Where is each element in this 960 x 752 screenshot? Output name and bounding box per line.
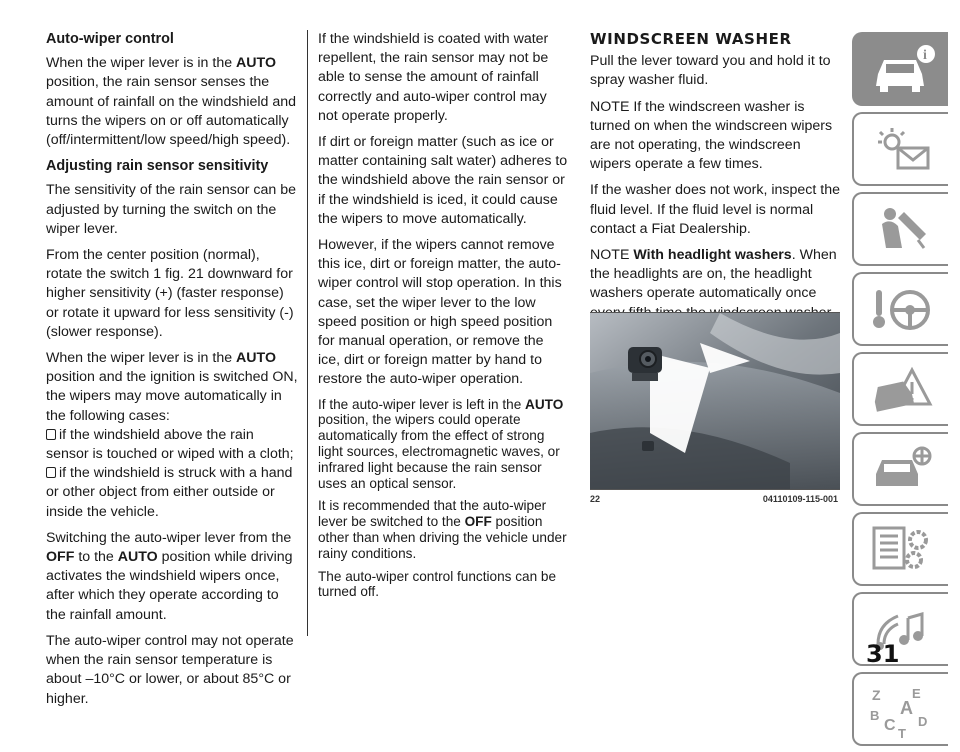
text: When the wiper lever is in the: [46, 350, 237, 367]
dashboard-lights-icon: [868, 124, 938, 174]
car-maintenance-icon: [868, 444, 938, 494]
tab-dashboard-lights[interactable]: [852, 112, 948, 186]
index-letter: C: [884, 717, 896, 734]
key-steering-icon: [868, 284, 938, 334]
text: position and the ignition is switched ON, the wipers may move automatically in the following cases:: [46, 369, 298, 424]
paragraph: The auto-wiper control may not operate when the rain sensor temperature is about –10°C or lower, or about 85°C or higher.: [46, 632, 294, 707]
index-letter: Z: [872, 687, 881, 703]
paragraph: NOTE If the windscreen washer is turned on when the windscreen wipers are not operating, the windscreen wipers operate a few times.: [590, 98, 833, 173]
left-column: [46, 30, 298, 716]
bullet-item: [46, 464, 298, 522]
paragraph: [318, 397, 568, 492]
paragraph: The auto-wiper control functions can be turned off.: [318, 568, 557, 600]
bullet-icon: [46, 429, 56, 440]
tab-technical-data[interactable]: [852, 512, 948, 586]
text: position, the rain sensor senses the amount of rainfall on the windshield and turns the wipers on or off automatically (off/intermittent/low speed/high speed).: [46, 74, 297, 149]
text: to the: [74, 549, 118, 566]
text: If the auto-wiper lever is left in the: [318, 396, 526, 412]
paragraph: If dirt or foreign matter (such as ice or matter containing salt water) adheres to the windshield above the rain sensor or if the windshield is iced, it could cause the wipers to move automatically.: [318, 134, 568, 227]
index-letter: B: [870, 708, 880, 723]
text: Switching the auto-wiper lever from the: [46, 529, 292, 546]
paragraph: The sensitivity of the rain sensor can be adjusted by turning the switch on the wiper lever.: [46, 182, 296, 237]
svg-text:i: i: [923, 48, 927, 63]
tab-car-info[interactable]: [852, 32, 948, 106]
bold-term: OFF: [46, 549, 75, 566]
bullet-text: if the windshield above the rain sensor is touched or wiped with a cloth;: [46, 426, 294, 463]
paragraph: If the washer does not work, inspect the fluid level. If the fluid level is normal contact a Fiat Dealership.: [590, 182, 840, 237]
safety-airbag-icon: [868, 204, 938, 254]
figure-number: 22: [590, 494, 601, 504]
tab-servicing[interactable]: [852, 432, 948, 506]
text: . When the headlights are on, the headlight washers operate automatically once: [590, 247, 837, 302]
tab-index[interactable]: [852, 672, 948, 746]
text: position other than when driving the vehicle under rainy conditions.: [318, 514, 567, 561]
index-icon: [868, 684, 938, 740]
tab-starting-driving[interactable]: [852, 272, 948, 346]
paragraph: [46, 349, 298, 426]
paragraph: If the windshield is coated with water repellent, the rain sensor may not be able to sense the amount of rainfall correctly and auto-wiper control may not operate properly.: [318, 31, 549, 124]
index-letter: A: [900, 698, 913, 718]
bold-term: OFF: [464, 514, 492, 530]
text: NOTE: [590, 247, 634, 264]
text: It is recommended that the auto-wiper lever be switched to the: [318, 498, 547, 530]
emergency-icon: [868, 364, 938, 414]
index-letter: T: [898, 726, 906, 740]
bullet-item: [46, 426, 298, 464]
figure-code: 04110109-115-001: [762, 494, 838, 504]
windshield-rain-sensor-photo: [590, 312, 840, 490]
technical-data-icon: [868, 524, 938, 574]
section-heading-sensitivity: Adjusting rain sensor sensitivity: [46, 158, 269, 175]
bullet-icon: [46, 467, 56, 478]
paragraph: Pull the lever toward you and hold it to spray washer fluid.: [590, 53, 831, 89]
tab-emergency[interactable]: [852, 352, 948, 426]
bold-term: With headlight washers: [633, 247, 792, 264]
section-heading-auto-wiper: Auto-wiper control: [46, 31, 174, 47]
paragraph: [46, 529, 298, 625]
index-letter: D: [918, 714, 928, 729]
paragraph: [318, 498, 568, 561]
middle-column: [318, 30, 568, 607]
index-letter: E: [912, 686, 921, 701]
text: position, the wipers could operate automatically from the effect of strong light sources, electromagnetic waves, or infrared light because the rain sensor uses an optical sensor.: [318, 412, 560, 491]
section-heading-windscreen-washer: WINDSCREEN WASHER: [590, 30, 792, 48]
bold-term: AUTO: [117, 549, 158, 566]
text: When the wiper lever is in the: [46, 55, 237, 72]
bold-term: AUTO: [236, 350, 276, 367]
figure-caption: [590, 494, 840, 504]
tab-safety[interactable]: [852, 192, 948, 266]
photo-illustration: [590, 313, 840, 489]
column-divider: [307, 30, 308, 636]
paragraph: From the center position (normal), rotate the switch 1 fig. 21 downward for higher sensitivity (+) (faster response) or rotate it upward for less sensitivity (-) (slower response).: [46, 247, 294, 340]
paragraph: However, if the wipers cannot remove this ice, dirt or foreign matter, the auto-wiper control will stop operation. In this case, set the wiper lever to the low speed position or high speed position for manual operation, or remove the ice, dirt or foreign matter by hand to restore the auto-wiper operation.: [318, 237, 562, 388]
car-info-icon: [868, 44, 938, 94]
bullet-text: if the windshield is struck with a hand or other object from either outside or inside the vehicle.: [46, 465, 293, 520]
paragraph: [46, 54, 298, 150]
bold-term: AUTO: [525, 396, 564, 412]
text: position while driving activates the windshield wipers once, after which they operate according to the rainfall amount.: [46, 549, 293, 623]
right-column: [590, 30, 840, 349]
page-number: 31: [866, 640, 900, 668]
bold-term: AUTO: [236, 55, 276, 72]
